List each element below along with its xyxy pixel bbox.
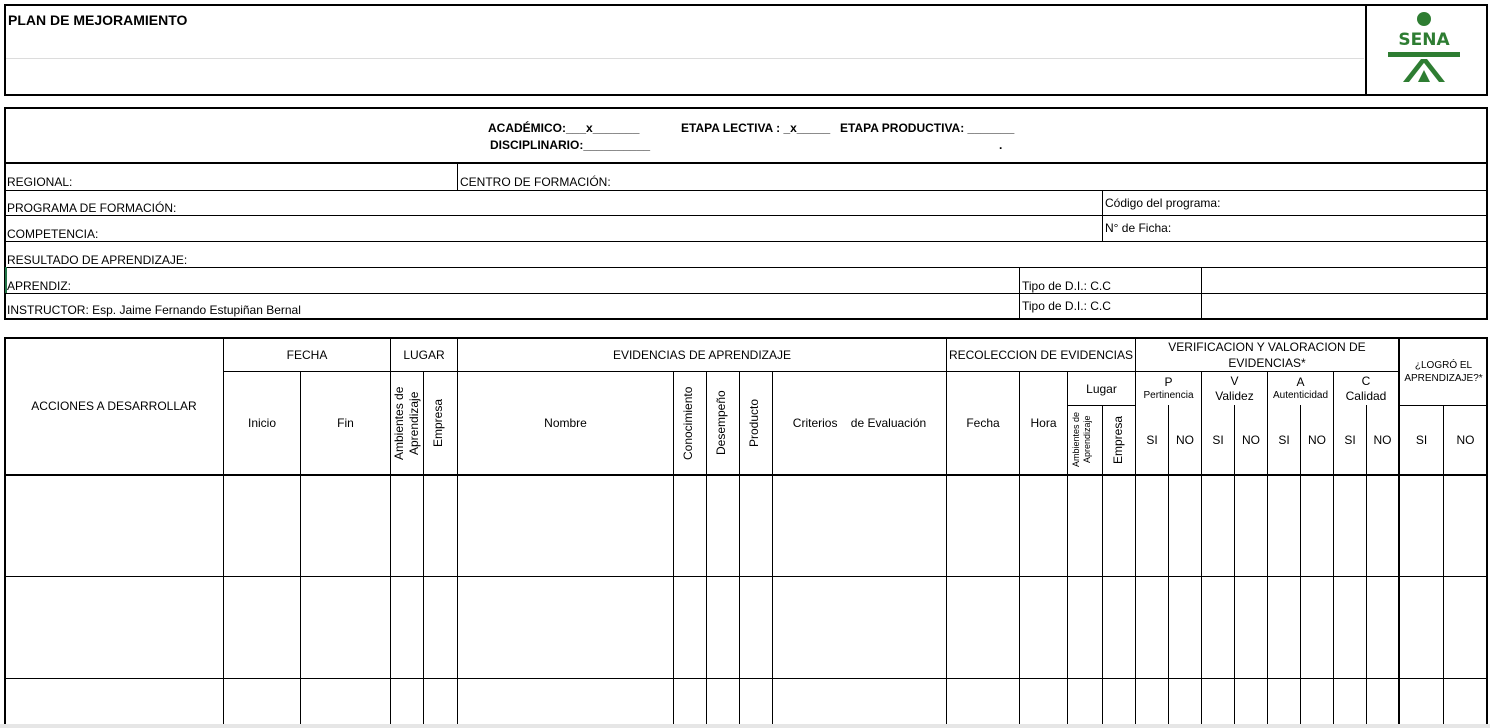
c-letter: C [1361,373,1371,388]
cell-cursor [5,267,7,294]
fecha-header: FECHA [286,347,328,362]
verificacion-header [1136,338,1398,371]
regional-divider [457,163,458,190]
etapa-lectiva-field: ETAPA LECTIVA : _x_____ [681,121,831,135]
header-gridline [6,58,1364,59]
body-row-line [5,576,1487,577]
si-p: SI [1146,433,1158,447]
col-line [739,371,740,728]
info-line-2 [5,190,1487,191]
p-word: Pertinencia [1143,390,1194,401]
aprendiz-label: APRENDIZ: [7,279,72,293]
info-line-6 [5,293,1487,294]
col-line [673,371,674,728]
si-v: SI [1212,433,1224,447]
no-logro: NO [1456,433,1475,447]
header-box [4,4,1488,96]
p-letter: P [1164,375,1173,389]
sena-logo [1383,10,1465,86]
a-word: Autenticidad [1272,390,1329,401]
si-c: SI [1344,433,1356,447]
a-header [1268,372,1333,405]
sena-logo-text: SENA [1398,30,1450,50]
evidencias-header: EVIDENCIAS DE APRENDIZAJE [612,347,792,362]
info-line-3 [5,215,1487,216]
col-line [1067,371,1068,728]
v-word: Validez [1215,388,1254,403]
lugar-header: LUGAR [403,347,445,362]
verificacion-line-2: EVIDENCIAS* [1228,355,1306,370]
centro-label: CENTRO DE FORMACIÓN: [460,175,611,189]
tipo-di-1-label: Tipo de D.I.: C.C [1022,279,1111,293]
ambientes-header: Ambientes de Aprendizaje [392,386,421,460]
header-bottom-line [5,474,1487,476]
desempeno-header: Desempeño [714,390,728,456]
empresa-header: Empresa [431,398,445,448]
col-line [1102,405,1103,728]
regional-label: REGIONAL: [7,175,73,189]
verificacion-line-1: VERIFICACION Y VALORACION DE [1168,339,1366,354]
criterios-header: Criterios de Evaluación [792,416,927,430]
no-a: NO [1308,433,1326,447]
no-c: NO [1373,433,1392,447]
disciplinario-field: DISCIPLINARIO:__________ [490,138,651,152]
tipo-di-2-label: Tipo de D.I.: C.C [1022,299,1111,313]
no-v: NO [1242,433,1260,447]
logro-line-2: APRENDIZAJE?* [1404,372,1483,384]
page-title: PLAN DE MEJORAMIENTO [8,12,188,28]
col-line [390,338,391,728]
sena-logo-icon [1383,10,1465,86]
body-row-line [5,678,1487,679]
instructor-label: INSTRUCTOR: Esp. Jaime Fernando Estupiñan Bernal [7,303,301,317]
info-line-5 [5,267,1487,268]
competencia-label: COMPETENCIA: [7,227,99,241]
rec-ambientes-header: Ambientes de Aprendizaje [1071,411,1092,468]
no-p: NO [1176,433,1194,447]
academico-field: ACADÉMICO:___x_______ [488,121,640,135]
logro-line-1: ¿LOGRÓ EL [1414,359,1473,371]
rec-hora-header: Hora [1030,416,1057,430]
rec-fecha-header: Fecha [966,416,1000,430]
info-box [4,107,1488,320]
p-header [1136,372,1201,405]
a-letter: A [1296,375,1305,389]
producto-header: Producto [747,398,761,448]
resultado-label: RESULTADO DE APRENDIZAJE: [7,253,188,267]
dot-mark: . [999,138,1003,152]
col-line [706,371,707,728]
info-line-4 [5,241,1487,242]
header-divider [1365,5,1367,95]
ficha-label: N° de Ficha: [1105,221,1172,235]
conocimiento-header: Conocimiento [681,386,695,460]
rec-lugar-header: Lugar [1086,381,1117,396]
bottom-strip [0,724,1490,728]
v-letter: V [1230,373,1239,388]
header-row-line [1068,405,1135,406]
acciones-header: ACCIONES A DESARROLLAR [31,399,197,413]
v-header [1202,372,1267,405]
nombre-header: Nombre [544,416,587,430]
c-word: Calidad [1345,388,1387,403]
programa-label: PROGRAMA DE FORMACIÓN: [7,201,177,215]
si-logro: SI [1415,433,1428,447]
fin-header: Fin [337,416,354,430]
recoleccion-header: RECOLECCION DE EVIDENCIAS [948,347,1134,362]
inicio-header: Inicio [247,416,276,430]
info-line-1 [5,162,1487,164]
codigo-label: Código del programa: [1105,196,1221,210]
logro-header [1400,338,1487,405]
etapa-productiva-field: ETAPA PRODUCTIVA: _______ [840,121,1015,135]
c-header [1334,372,1398,405]
si-a: SI [1278,433,1290,447]
rec-empresa-header: Empresa [1111,415,1125,465]
